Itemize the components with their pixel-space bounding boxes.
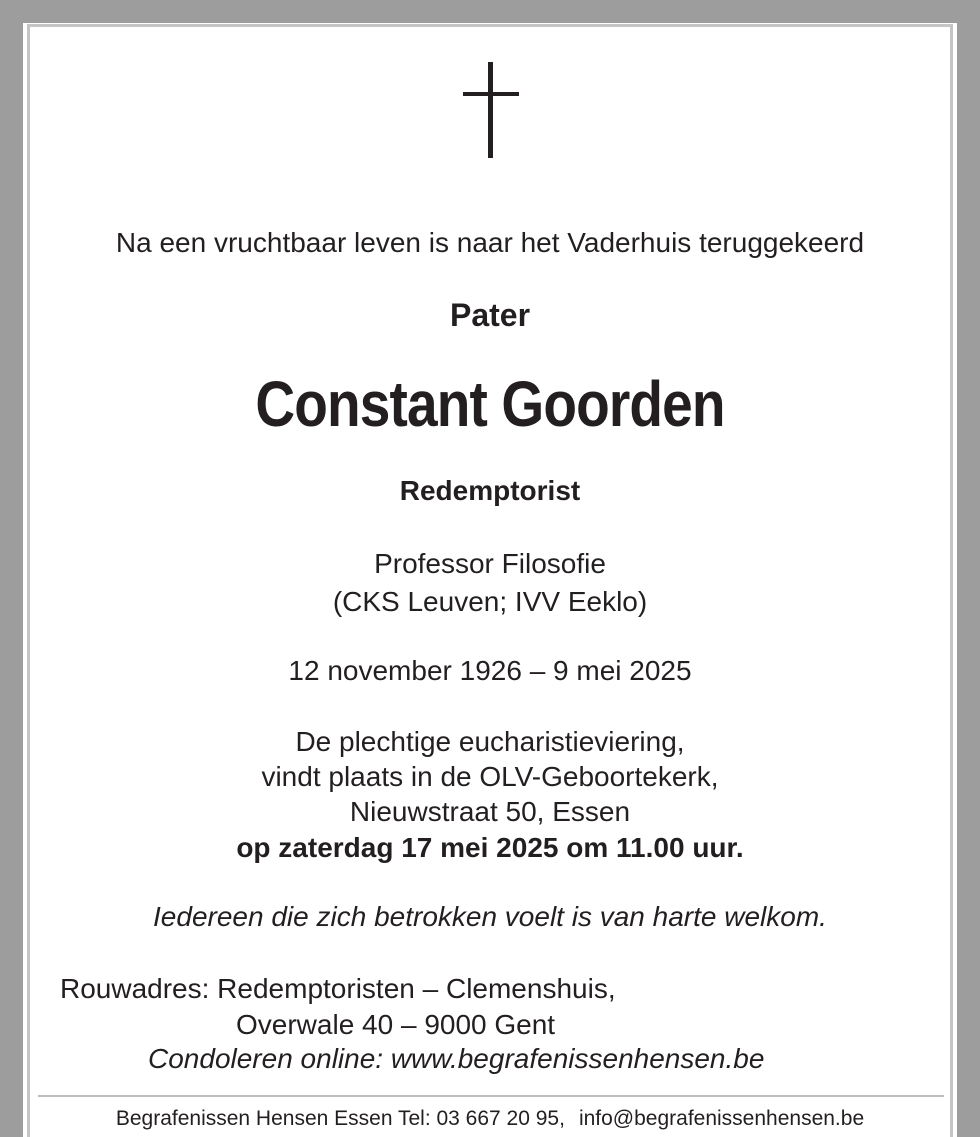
- footer: [0, 1108, 980, 1129]
- condolences-online: Condoleren online: www.begrafenissenhensen.be: [148, 1043, 765, 1074]
- intro-text: Na een vruchtbaar leven is naar het Vaderhuis teruggekeerd: [115, 227, 865, 258]
- mourning-address-line-1: Rouwadres: Redemptoristen – Clemenshuis,: [60, 973, 616, 1004]
- life-dates: 12 november 1926 – 9 mei 2025: [288, 655, 692, 686]
- footer-email: info@begrafenissenhensen.be: [578, 1107, 865, 1130]
- mourning-address-line-2: Overwale 40 – 9000 Gent: [236, 1009, 556, 1040]
- deceased-title: Pater: [449, 297, 531, 333]
- footer-company: Begrafenissen Hensen Essen Tel: 03 667 20 95,: [115, 1107, 565, 1130]
- ceremony-address: Nieuwstraat 50, Essen: [349, 796, 631, 827]
- profession-institutions: (CKS Leuven; IVV Eeklo): [332, 586, 648, 617]
- footer-divider: [38, 1095, 944, 1097]
- religious-order: Redemptorist: [399, 475, 581, 506]
- ceremony-line-1: De plechtige eucharistieviering,: [295, 726, 685, 757]
- welcome-text: Iedereen die zich betrokken voelt is van harte welkom.: [153, 901, 827, 932]
- ceremony-datetime: op zaterdag 17 mei 2025 om 11.00 uur.: [236, 832, 744, 863]
- cross-horizontal-bar: [463, 92, 519, 96]
- cross-vertical-bar: [488, 62, 493, 158]
- profession-line: Professor Filosofie: [374, 548, 606, 579]
- ceremony-line-2: vindt plaats in de OLV-Geboortekerk,: [261, 761, 719, 792]
- deceased-name: Constant Goorden: [255, 368, 725, 440]
- cross-icon: [0, 0, 980, 170]
- inner-frame: [27, 24, 953, 1137]
